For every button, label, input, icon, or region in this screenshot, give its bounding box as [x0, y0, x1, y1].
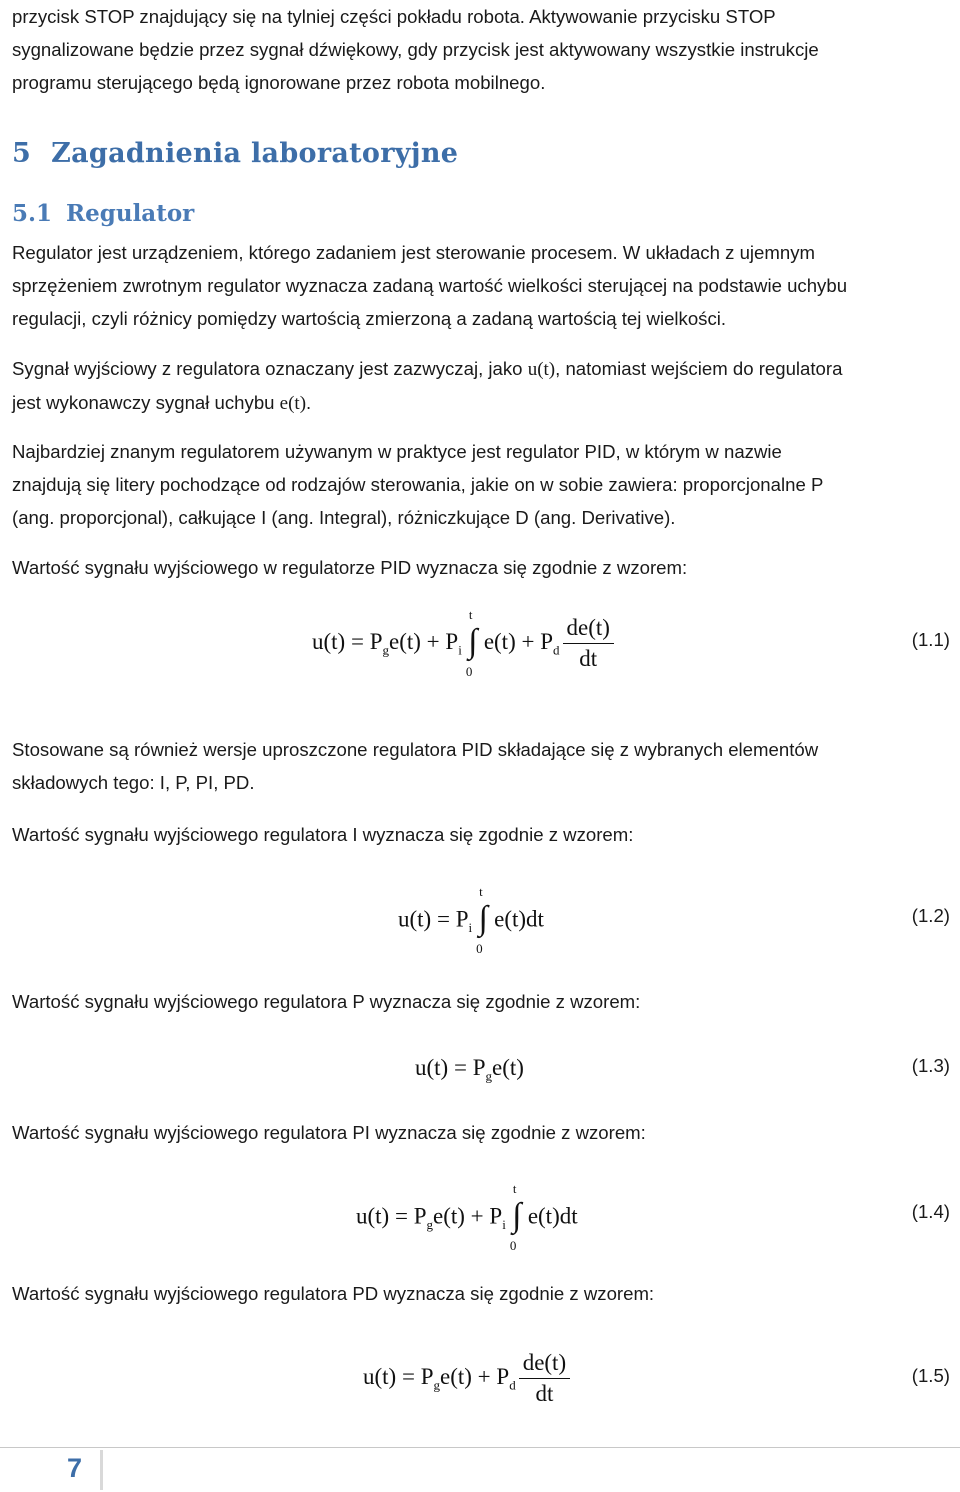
pid-paragraph	[12, 435, 950, 534]
integral-upper: t	[468, 606, 473, 622]
integral-sign	[506, 1181, 528, 1253]
math-p: P	[455, 906, 469, 932]
math-dt: dt	[559, 1203, 578, 1229]
page-number: 7	[67, 1453, 83, 1483]
signal-e: e(t)	[279, 393, 307, 414]
math-e: e(t)	[527, 1203, 560, 1229]
math-p: P	[413, 1203, 427, 1229]
fraction-numerator: de(t)	[519, 1348, 570, 1379]
integral-upper: t	[479, 884, 483, 899]
math-e: e(t)	[491, 1055, 524, 1080]
math-plus: +	[471, 1363, 497, 1389]
math-e: e(t)	[388, 628, 421, 654]
signal-u: u(t)	[527, 359, 556, 380]
text-line: regulacji, czyli różnicy pomiędzy wartością zmierzoną a zadaną wartością tej wielkości.	[12, 308, 727, 329]
text-fragment: , natomiast wejściem do regulatora	[555, 358, 843, 379]
math-p: P	[369, 628, 383, 654]
equation-number: (1.2)	[911, 905, 950, 926]
math-sub: i	[468, 919, 473, 935]
text-line: Stosowane są również wersje uproszczone regulatora PID składające się z wybranych elementów	[12, 739, 819, 760]
intro-paragraph	[12, 0, 950, 99]
math-sub: g	[426, 1216, 433, 1232]
derivative-fraction	[563, 613, 614, 674]
subsection-number: 5.1	[12, 200, 53, 227]
math-sub: i	[458, 642, 462, 658]
equation-number: (1.5)	[911, 1365, 950, 1386]
pid-formula-intro: Wartość sygnału wyjściowego w regulatorze PID wyznacza się zgodnie z wzorem:	[12, 557, 688, 578]
integral-lower: 0	[509, 1238, 517, 1253]
text-fragment: .	[306, 392, 312, 413]
math-sub: g	[485, 1068, 492, 1084]
text-fragment: jest wykonawczy sygnał uchybu	[12, 392, 280, 413]
equation-number: (1.3)	[911, 1055, 950, 1076]
math-e: e(t)	[494, 906, 527, 932]
integral-sign	[462, 606, 484, 679]
math-dt: dt	[526, 906, 544, 932]
equation-number: (1.1)	[911, 629, 950, 650]
math-lhs: u(t) =	[356, 1203, 414, 1229]
integral-symbol: ∫	[512, 1197, 522, 1234]
text-line: (ang. proporcjonal), całkujące I (ang. Integral), różniczkujące D (ang. Derivative).	[12, 507, 676, 528]
math-p: P	[540, 628, 554, 654]
integral-upper: t	[512, 1181, 517, 1196]
math-lhs: u(t) =	[415, 1055, 473, 1080]
text-line: Regulator jest urządzeniem, którego zadaniem jest sterowanie procesem. W układach z ujemnym	[12, 242, 815, 263]
math-sub: i	[502, 1216, 506, 1232]
math-p: P	[420, 1363, 434, 1389]
text-line: Najbardziej znanym regulatorem używanym w praktyce jest regulator PID, w którym w nazwie	[12, 441, 782, 462]
integral-lower: 0	[476, 941, 483, 956]
math-p: P	[496, 1363, 510, 1389]
derivative-fraction	[519, 1348, 570, 1409]
footer-vertical-rule	[100, 1450, 103, 1490]
math-lhs: u(t) =	[363, 1363, 421, 1389]
regulator-definition-paragraph	[12, 236, 950, 335]
pd-formula-intro: Wartość sygnału wyjściowego regulatora PD wyznacza się zgodnie z wzorem:	[12, 1283, 655, 1304]
text-line: znajdują się litery pochodzące od rodzajów sterowania, jakie on w sobie zawiera: proporcjonalne P	[12, 474, 824, 495]
math-plus: +	[515, 628, 541, 654]
equation-p	[415, 1055, 524, 1085]
section-heading	[12, 138, 458, 169]
section-number: 5	[12, 138, 32, 169]
math-sub: d	[553, 642, 560, 658]
text-line: sygnalizowane będzie przez sygnał dźwiękowy, gdy przycisk jest aktywowany wszystkie instrukcje	[12, 39, 819, 60]
subsection-heading	[12, 200, 194, 227]
math-sub: d	[509, 1377, 516, 1393]
signal-paragraph	[12, 352, 950, 420]
text-line: programu sterującego będą ignorowane przez robota mobilnego.	[12, 72, 546, 93]
text-line: przycisk STOP znajdujący się na tylniej części pokładu robota. Aktywowanie przycisku STOP	[12, 6, 776, 27]
math-lhs: u(t) =	[398, 906, 456, 932]
math-e: e(t)	[439, 1363, 472, 1389]
equation-i	[398, 884, 544, 956]
math-plus: +	[420, 628, 446, 654]
math-e: e(t)	[432, 1203, 465, 1229]
simplified-versions-paragraph	[12, 733, 950, 799]
math-p: P	[489, 1203, 503, 1229]
text-line: składowych tego: I, P, PI, PD.	[12, 772, 255, 793]
math-p: P	[472, 1055, 486, 1080]
p-formula-intro: Wartość sygnału wyjściowego regulatora P wyznacza się zgodnie z wzorem:	[12, 991, 641, 1012]
text-fragment: Sygnał wyjściowy z regulatora oznaczany jest zazwyczaj, jako	[12, 358, 528, 379]
integral-symbol: ∫	[468, 622, 478, 660]
text-line: sprzężeniem zwrotnym regulator wyznacza zadaną wartość wielkości sterującej na podstawie uchybu	[12, 275, 848, 296]
subsection-title: Regulator	[66, 200, 195, 227]
integral-sign	[472, 884, 494, 956]
footer-divider	[0, 1447, 960, 1448]
equation-pid	[312, 606, 617, 679]
integral-lower: 0	[465, 663, 473, 679]
equation-pd	[363, 1348, 573, 1409]
math-p: P	[445, 628, 459, 654]
math-lhs: u(t) =	[312, 628, 370, 654]
fraction-denominator: dt	[579, 646, 598, 671]
equation-number: (1.4)	[911, 1201, 950, 1222]
i-formula-intro: Wartość sygnału wyjściowego regulatora I wyznacza się zgodnie z wzorem:	[12, 824, 634, 845]
math-plus: +	[464, 1203, 490, 1229]
math-sub: g	[382, 642, 389, 658]
fraction-numerator: de(t)	[563, 613, 614, 644]
fraction-denominator: dt	[535, 1381, 554, 1406]
equation-pi	[356, 1181, 578, 1253]
math-e: e(t)	[483, 628, 516, 654]
integral-symbol: ∫	[478, 900, 488, 937]
pi-formula-intro: Wartość sygnału wyjściowego regulatora PI wyznacza się zgodnie z wzorem:	[12, 1122, 646, 1143]
section-title: Zagadnienia laboratoryjne	[51, 138, 459, 169]
math-sub: g	[433, 1377, 440, 1393]
